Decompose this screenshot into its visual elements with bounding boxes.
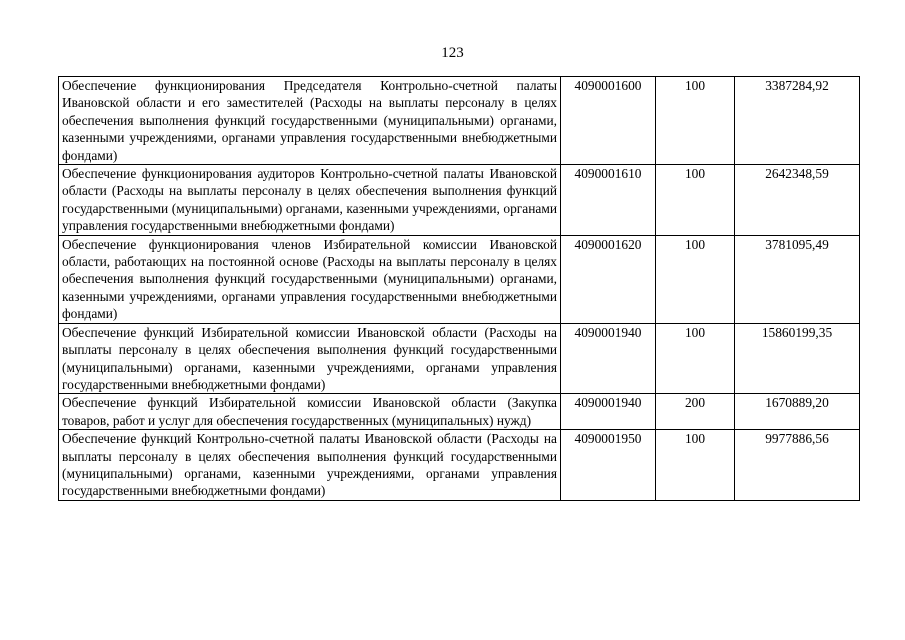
table-row [59, 394, 860, 430]
expense-type-cell: 100 [656, 430, 735, 501]
target-code-cell: 4090001950 [561, 430, 656, 501]
page-number: 123 [441, 45, 464, 61]
table-row [59, 165, 860, 236]
expense-name-cell: Обеспечение функционирования членов Избирательной комиссии Ивановской области, работающих на постоянной основе (Расходы на выплаты персоналу в целях обеспечения выполнения функций государственными (муниципальными) органами, казенными учреждениями, органами управления государственными внебюджетными фондами) [59, 235, 561, 323]
amount-cell: 3387284,92 [735, 77, 860, 165]
amount-cell: 1670889,20 [735, 394, 860, 430]
expense-name-cell: Обеспечение функций Избирательной комиссии Ивановской области (Закупка товаров, работ и услуг для обеспечения государственных (муниципальных) нужд) [59, 394, 561, 430]
amount-cell: 3781095,49 [735, 235, 860, 323]
expense-name-cell: Обеспечение функций Избирательной комиссии Ивановской области (Расходы на выплаты персоналу в целях обеспечения выполнения функций государственными (муниципальными) органами, казенными учреждениями, органами управления государственными внебюджетными фондами) [59, 323, 561, 394]
expense-name-cell: Обеспечение функций Контрольно-счетной палаты Ивановской области (Расходы на выплаты персоналу в целях обеспечения выполнения функций государственными (муниципальными) органами, казенными учреждениями, органами управления государственными внебюджетными фондами) [59, 430, 561, 501]
expense-name-cell: Обеспечение функционирования аудиторов Контрольно-счетной палаты Ивановской области (Расходы на выплаты персоналу в целях обеспечения выполнения функций государственными (муниципальными) органами, казенными учреждениями, органами управления государственными внебюджетными фондами) [59, 165, 561, 236]
target-code-cell: 4090001940 [561, 394, 656, 430]
amount-cell: 2642348,59 [735, 165, 860, 236]
target-code-cell: 4090001610 [561, 165, 656, 236]
budget-table [58, 76, 860, 501]
table-row [59, 323, 860, 394]
expense-type-cell: 100 [656, 323, 735, 394]
expense-type-cell: 100 [656, 165, 735, 236]
target-code-cell: 4090001600 [561, 77, 656, 165]
target-code-cell: 4090001940 [561, 323, 656, 394]
expense-name-cell: Обеспечение функционирования Председателя Контрольно-счетной палаты Ивановской области и его заместителей (Расходы на выплаты персоналу в целях обеспечения выполнения функций государственными (муниципальными) органами, казенными учреждениями, органами управления государственными внебюджетными фондами) [59, 77, 561, 165]
table-row [59, 235, 860, 323]
table-row [59, 430, 860, 501]
amount-cell: 9977886,56 [735, 430, 860, 501]
expense-type-cell: 100 [656, 77, 735, 165]
expense-type-cell: 100 [656, 235, 735, 323]
expense-type-cell: 200 [656, 394, 735, 430]
amount-cell: 15860199,35 [735, 323, 860, 394]
target-code-cell: 4090001620 [561, 235, 656, 323]
table-row [59, 77, 860, 165]
